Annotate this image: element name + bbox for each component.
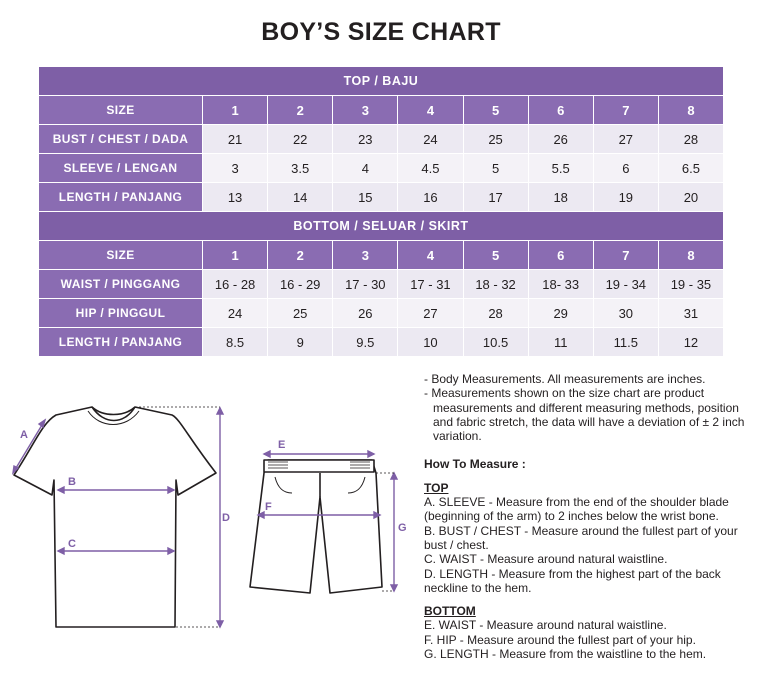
- measurement-diagram: [0, 355, 420, 685]
- top-row-label: SLEEVE / LENGAN: [39, 154, 203, 183]
- page-title: BOY’S SIZE CHART: [261, 18, 501, 46]
- top-size-cell: 3: [333, 96, 398, 125]
- how-to-measure-heading: How To Measure :: [424, 457, 526, 472]
- label-a: A: [20, 429, 28, 441]
- top-row-label: BUST / CHEST / DADA: [39, 125, 203, 154]
- top-value-cell: 6.5: [658, 154, 723, 183]
- top-value-cell: 22: [268, 125, 333, 154]
- bottom-value-cell: 8.5: [203, 328, 268, 357]
- top-value-cell: 21: [203, 125, 268, 154]
- top-row: [39, 96, 724, 125]
- top-instruction-item: C. WAIST - Measure around natural waistline.: [424, 552, 668, 567]
- bottom-value-cell: 19 - 35: [658, 270, 723, 299]
- top-section-heading: TOP / BAJU: [39, 67, 724, 96]
- bottom-size-cell: 7: [593, 241, 658, 270]
- bottom-instruction-item: E. WAIST - Measure around natural waistline.: [424, 618, 667, 633]
- top-value-cell: 5.5: [528, 154, 593, 183]
- bottom-value-cell: 17 - 30: [333, 270, 398, 299]
- tshirt-illustration: [14, 407, 216, 627]
- top-size-cell: 5: [463, 96, 528, 125]
- bottom-value-cell: 31: [658, 299, 723, 328]
- bottom-size-cell: 8: [658, 241, 723, 270]
- top-value-cell: 3: [203, 154, 268, 183]
- bottom-row-label: WAIST / PINGGANG: [39, 270, 203, 299]
- bottom-value-cell: 27: [398, 299, 463, 328]
- bottom-value-cell: 18- 33: [528, 270, 593, 299]
- bottom-row: [39, 241, 724, 270]
- top-value-cell: 5: [463, 154, 528, 183]
- label-b: B: [68, 476, 76, 488]
- note-bullet: - Measurements shown on the size chart are product measurements and different measuring methods, position and fabric stretch, the data will have a deviation of ± 2 inch variation.: [424, 386, 745, 444]
- bottom-size-cell: 4: [398, 241, 463, 270]
- top-value-cell: 26: [528, 125, 593, 154]
- bottom-row: [39, 299, 724, 328]
- label-c: C: [68, 538, 76, 550]
- top-value-cell: 24: [398, 125, 463, 154]
- top-value-cell: 19: [593, 183, 658, 212]
- top-value-cell: 16: [398, 183, 463, 212]
- bottom-row-label: SIZE: [39, 241, 203, 270]
- bottom-value-cell: 28: [463, 299, 528, 328]
- top-size-cell: 4: [398, 96, 463, 125]
- top-row: [39, 183, 724, 212]
- top-value-cell: 6: [593, 154, 658, 183]
- note-bullet: - Body Measurements. All measurements are inches.: [424, 372, 706, 386]
- top-value-cell: 14: [268, 183, 333, 212]
- bottom-instruction-item: F. HIP - Measure around the fullest part of your hip.: [424, 632, 696, 647]
- bottom-value-cell: 10: [398, 328, 463, 357]
- bottom-size-cell: 5: [463, 241, 528, 270]
- bottom-value-cell: 30: [593, 299, 658, 328]
- bottom-value-cell: 9: [268, 328, 333, 357]
- top-value-cell: 23: [333, 125, 398, 154]
- size-chart-table: [38, 66, 724, 357]
- notes-bullets: [424, 372, 754, 443]
- top-value-cell: 20: [658, 183, 723, 212]
- top-value-cell: 3.5: [268, 154, 333, 183]
- top-size-cell: 6: [528, 96, 593, 125]
- bottom-value-cell: 11: [528, 328, 593, 357]
- shorts-illustration: [250, 460, 382, 593]
- top-row: [39, 154, 724, 183]
- label-f: F: [265, 501, 272, 513]
- top-size-cell: 2: [268, 96, 333, 125]
- top-instruction-item: A. SLEEVE - Measure from the end of the shoulder blade (beginning of the arm) to 2 inches below the wrist bone.: [424, 495, 729, 524]
- top-instructions-heading: TOP: [424, 480, 449, 495]
- bottom-value-cell: 26: [333, 299, 398, 328]
- top-size-cell: 1: [203, 96, 268, 125]
- bottom-row: [39, 270, 724, 299]
- top-value-cell: 28: [658, 125, 723, 154]
- bottom-value-cell: 17 - 31: [398, 270, 463, 299]
- bottom-instruction-item: G. LENGTH - Measure from the waistline to the hem.: [424, 647, 707, 662]
- top-row: [39, 125, 724, 154]
- top-value-cell: 18: [528, 183, 593, 212]
- bottom-value-cell: 24: [203, 299, 268, 328]
- top-instruction-item: D. LENGTH - Measure from the highest part of the back neckline to the hem.: [424, 566, 721, 595]
- label-g: G: [398, 522, 407, 534]
- bottom-row: [39, 328, 724, 357]
- measurement-notes: [424, 372, 754, 661]
- bottom-value-cell: 16 - 28: [203, 270, 268, 299]
- top-row-label: SIZE: [39, 96, 203, 125]
- top-section: [39, 67, 724, 212]
- top-value-cell: 17: [463, 183, 528, 212]
- bottom-size-cell: 2: [268, 241, 333, 270]
- bottom-value-cell: 12: [658, 328, 723, 357]
- top-value-cell: 15: [333, 183, 398, 212]
- bottom-value-cell: 10.5: [463, 328, 528, 357]
- bottom-value-cell: 9.5: [333, 328, 398, 357]
- top-instruction-item: B. BUST / CHEST - Measure around the fullest part of your bust / chest.: [424, 523, 738, 552]
- top-row-label: LENGTH / PANJANG: [39, 183, 203, 212]
- bottom-size-cell: 3: [333, 241, 398, 270]
- top-value-cell: 27: [593, 125, 658, 154]
- bottom-value-cell: 11.5: [593, 328, 658, 357]
- top-value-cell: 4: [333, 154, 398, 183]
- bottom-size-cell: 1: [203, 241, 268, 270]
- top-value-cell: 25: [463, 125, 528, 154]
- top-value-cell: 13: [203, 183, 268, 212]
- bottom-section-heading: BOTTOM / SELUAR / SKIRT: [39, 212, 724, 241]
- bottom-value-cell: 25: [268, 299, 333, 328]
- bottom-section: [39, 212, 724, 357]
- bottom-value-cell: 29: [528, 299, 593, 328]
- top-value-cell: 4.5: [398, 154, 463, 183]
- bottom-value-cell: 19 - 34: [593, 270, 658, 299]
- bottom-row-label: LENGTH / PANJANG: [39, 328, 203, 357]
- bottom-row-label: HIP / PINGGUL: [39, 299, 203, 328]
- label-e: E: [278, 439, 286, 451]
- bottom-instructions-heading: BOTTOM: [424, 604, 476, 619]
- top-size-cell: 7: [593, 96, 658, 125]
- bottom-value-cell: 18 - 32: [463, 270, 528, 299]
- top-size-cell: 8: [658, 96, 723, 125]
- bottom-value-cell: 16 - 29: [268, 270, 333, 299]
- bottom-size-cell: 6: [528, 241, 593, 270]
- label-d: D: [222, 512, 230, 524]
